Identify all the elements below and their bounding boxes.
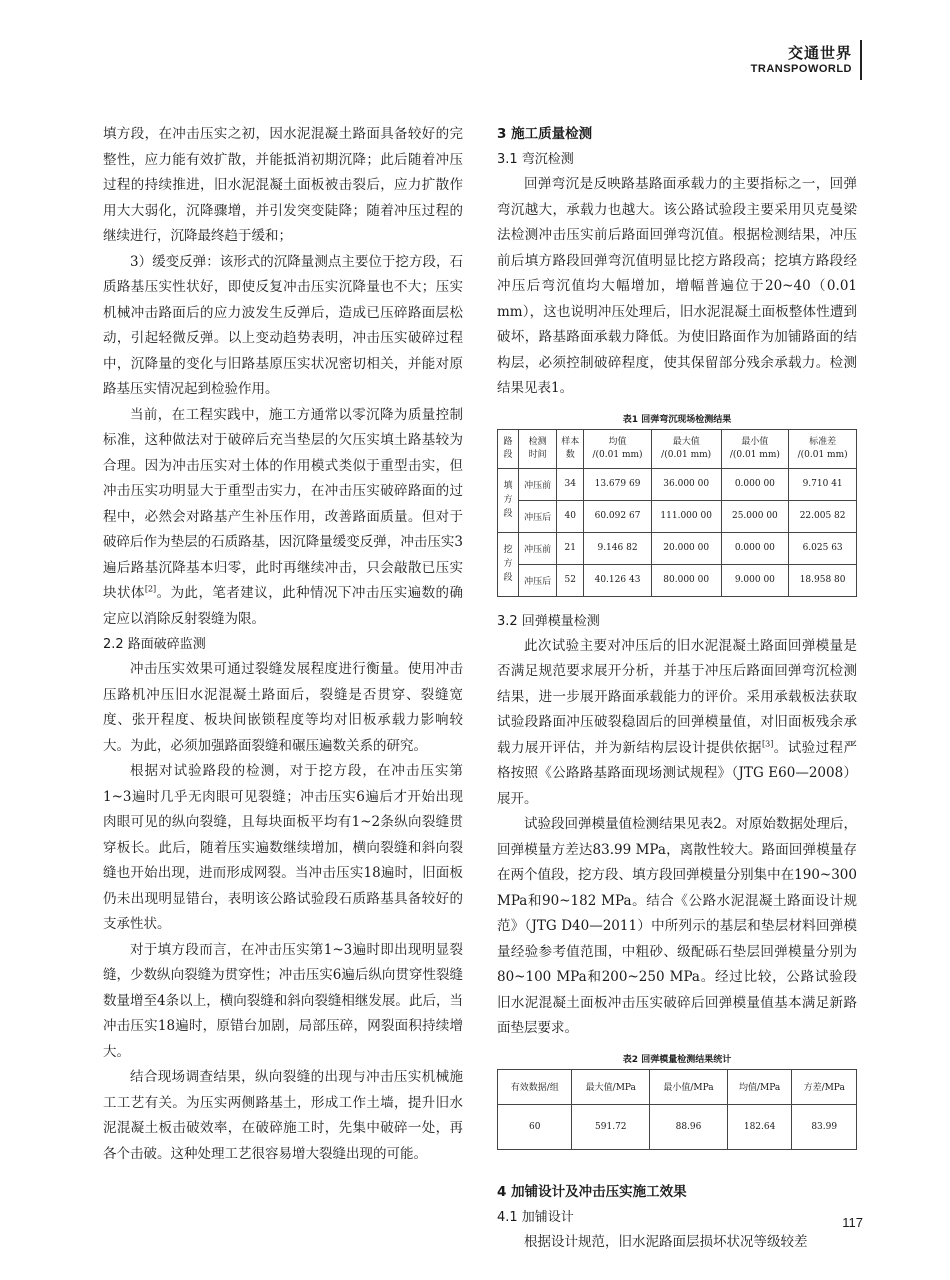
table-row [498,500,857,532]
cell: 18.958 80 [789,564,857,596]
cell: 22.005 82 [789,500,857,532]
cell: 9.710 41 [789,468,857,500]
cell: 182.64 [727,1104,792,1149]
right-column [497,122,857,1255]
cell: 60.092 67 [584,500,652,532]
cell: 冲压前 [519,468,557,500]
journal-title-cn: 交通世界 [787,44,852,62]
paragraph [497,634,857,813]
cell: 13.679 69 [584,468,652,500]
table-2-title: 表2 回弹模量检测结果统计 [622,1054,732,1065]
cell: 52 [557,564,584,596]
table-row [498,564,857,596]
left-column [103,122,463,1167]
paragraph: 根据设计规范，旧水泥路面层损坏状况等级较差 [524,1233,808,1250]
section-heading-4: 4 加铺设计及冲击压实施工效果 [497,1183,687,1200]
col-header-time: 检测 时间 [519,429,557,468]
cell: 冲压后 [519,564,557,596]
paragraph [103,403,463,633]
journal-title-en: TRANSPOWORLD [750,63,852,75]
table-row [498,1104,857,1149]
paragraph-text: 。试验过程严格按照《公路路基路面现场测试规程》（JTG E60—2008）展开。 [497,739,858,807]
page-number: 117 [842,1215,863,1230]
paragraph-text: 此次试验主要对冲压后的旧水泥混凝土路面回弹模量是否满足规范要求展开分析，并基于冲压后路面回弹弯沉检测结果，进一步展开路面承载能力的评价。采用承载板法获取试验段路面冲压破裂稳固后的回弹模量值，对旧面板残余承载力展开评估，并为新结构层设计提供依据 [497,637,857,756]
col-header-min: 最小值 /(0.01 mm) [721,429,789,468]
paragraph: 结合现场调查结果，纵向裂缝的出现与冲击压实机械施工工艺有关。为压实两侧路基土，形成工作土墙，提升旧水泥混凝土板击破效率，在破碎施工时，先集中破碎一处，再各个击破。这种处理工艺很容易增大裂缝出现的可能。 [103,1069,463,1162]
section-heading-3-1: 3.1 弯沉检测 [497,152,574,167]
section-heading-4-1: 4.1 加铺设计 [497,1209,574,1225]
col-header: 方差/MPa [792,1069,857,1104]
col-header: 最小值/MPa [650,1069,728,1104]
table-row [498,532,857,564]
header-rule [860,40,862,80]
paragraph: 对于填方段而言，在冲击压实第1~3遍时即出现明显裂缝，少数纵向裂缝为贯穿性；冲击压实6遍后纵向贯穿性裂缝数量增至4条以上，横向裂缝和斜向裂缝相继发展。此后，当冲击压实18遍时，原错台加剧，局部压碎，网裂面积持续增大。 [103,941,463,1060]
cell: 冲压前 [519,532,557,564]
cell: 0.000 00 [721,468,789,500]
modulus-table [497,1069,857,1150]
col-header-std: 标准差 /(0.01 mm) [789,429,857,468]
col-header-mean: 均值 /(0.01 mm) [584,429,652,468]
section-heading-3: 3 施工质量检测 [497,126,593,142]
cell: 9.146 82 [584,532,652,564]
section-heading-2-2: 2.2 路面破碎监测 [103,637,206,652]
table-1-title: 表1 回弹弯沉现场检测结果 [622,414,732,425]
citation: [3] [761,739,774,748]
cell: 60 [498,1104,572,1149]
cell: 34 [557,468,584,500]
paragraph: 冲击压实效果可通过裂缝发展程度进行衡量。使用冲击压路机冲压旧水泥混凝土路面后，裂缝是否贯穿、裂缝宽度、张开程度、板块间嵌锁程度等均对旧板承载力影响较大。为此，必须加强路面裂缝和碾压遍数关系的研究。 [103,661,463,754]
cell: 9.000 00 [721,564,789,596]
paragraph-text: 。为此，笔者建议，此种情况下冲击压实遍数的确定应以消除反射裂缝为限。 [103,585,464,627]
paragraph: 试验段回弹模量值检测结果见表2。对原始数据处理后，回弹模量方差达83.99 MPa，离散性较大。路面回弹模量存在两个值段，挖方段、填方段回弹模量分别集中在190~300 MPa和90~182 MPa。结合《公路水泥混凝土路面设计规范》（JTG D40—2011）中所列示的基层和垫层材料回弹模量经验参考值范围，中粗砂、级配砾石垫层回弹模量分别为80~100 MPa和200~250 MPa。经过比较，公路试验段旧水泥混凝土面板冲击压实破碎后回弹模量值基本满足新路面垫层要求。 [497,816,857,1036]
cell: 21 [557,532,584,564]
section-heading-3-2: 3.2 回弹模量检测 [497,613,600,629]
paragraph: 回弹弯沉是反映路基路面承载力的主要指标之一，回弹弯沉越大，承载力也越大。该公路试验段主要采用贝克曼梁法检测冲击压实前后路面回弹弯沉值。根据检测结果，冲压前后填方路段回弹弯沉值明显比挖方路段高；挖填方路段经冲压后弯沉值均大幅增加，增幅普遍位于20~40（0.01 mm），这也说明冲压处理后，旧水泥混凝土面板整体性遭到破坏，路基路面承载力降低。为使旧路面作为加铺路面的结构层，必须控制破碎程度，使其保留部分残余承载力。检测结果见表1。 [497,176,857,396]
paragraph-text: 当前，在工程实践中，施工方通常以零沉降为质量控制标准，这种做法对于破碎后充当垫层的欠压实填土路基较为合理。因为冲击压实对土体的作用模式类似于重型击实，但冲击压实功明显大于重型击实力，在冲击压实破碎路面的过程中，必然会对路基产生补压作用，改善路面质量。但对于破碎后作为垫层的石质路基，因沉降量缓变反弹，冲击压实3遍后路基沉降基本归零，此时再继续冲击，只会敲散已压实块状体 [103,406,463,601]
cell: 40 [557,500,584,532]
table-header-row [498,429,857,468]
table-row [498,468,857,500]
citation: [2] [144,584,157,594]
cell: 25.000 00 [721,500,789,532]
paragraph: 3）缓变反弹：该形式的沉降量测点主要位于挖方段，石质路基压实性状好，即使反复冲击压实沉降量也不大；压实机械冲击路面后的应力波发生反弹后，造成已压碎路面层松动，引起轻微反弹。以上变动趋势表明，冲击压实破碎过程中，沉降量的变化与旧路基原压实状况密切相关，并能对原路基压实情况起到检验作用。 [103,253,463,397]
col-header: 均值/MPa [727,1069,792,1104]
cell: 111.000 00 [651,500,721,532]
col-header-max: 最大值 /(0.01 mm) [651,429,721,468]
paragraph: 根据对试验路段的检测，对于挖方段，在冲击压实第1~3遍时几乎无肉眼可见裂缝；冲击压实6遍后才开始出现肉眼可见的纵向裂缝，且每块面板平均有1~2条纵向裂缝贯穿板长。此后，随着压实遍数继续增加，横向裂缝和斜向裂缝也开始出现，进而形成网裂。当冲击压实18遍时，旧面板仍未出现明显错台，表明该公路试验段石质路基具备较好的支承性状。 [103,763,463,932]
cell: 冲压后 [519,500,557,532]
cell: 80.000 00 [651,564,721,596]
col-header: 最大值/MPa [572,1069,650,1104]
deflection-table [497,429,857,597]
journal-header [642,40,862,82]
table-header-row [498,1069,857,1104]
cell: 591.72 [572,1104,650,1149]
paragraph: 填方段，在冲击压实之初，因水泥混凝土路面具备较好的完整性，应力能有效扩散，并能抵消初期沉降；此后随着冲压过程的持续推进，旧水泥混凝土面板被击裂后，应力扩散作用大大弱化，沉降骤增，并引发突变陡降；随着冲压过程的继续进行，沉降最终趋于缓和； [103,126,463,244]
cell: 6.025 63 [789,532,857,564]
col-header-samples: 样本 数 [557,429,584,468]
col-header: 有效数据/组 [498,1069,572,1104]
cell: 88.96 [650,1104,728,1149]
cell: 0.000 00 [721,532,789,564]
group-label-cut: 挖 方 段 [498,532,519,596]
cell: 20.000 00 [651,532,721,564]
col-header-road: 路 段 [498,429,519,468]
cell: 83.99 [792,1104,857,1149]
cell: 36.000 00 [651,468,721,500]
cell: 40.126 43 [584,564,652,596]
group-label-fill: 填 方 段 [498,468,519,532]
